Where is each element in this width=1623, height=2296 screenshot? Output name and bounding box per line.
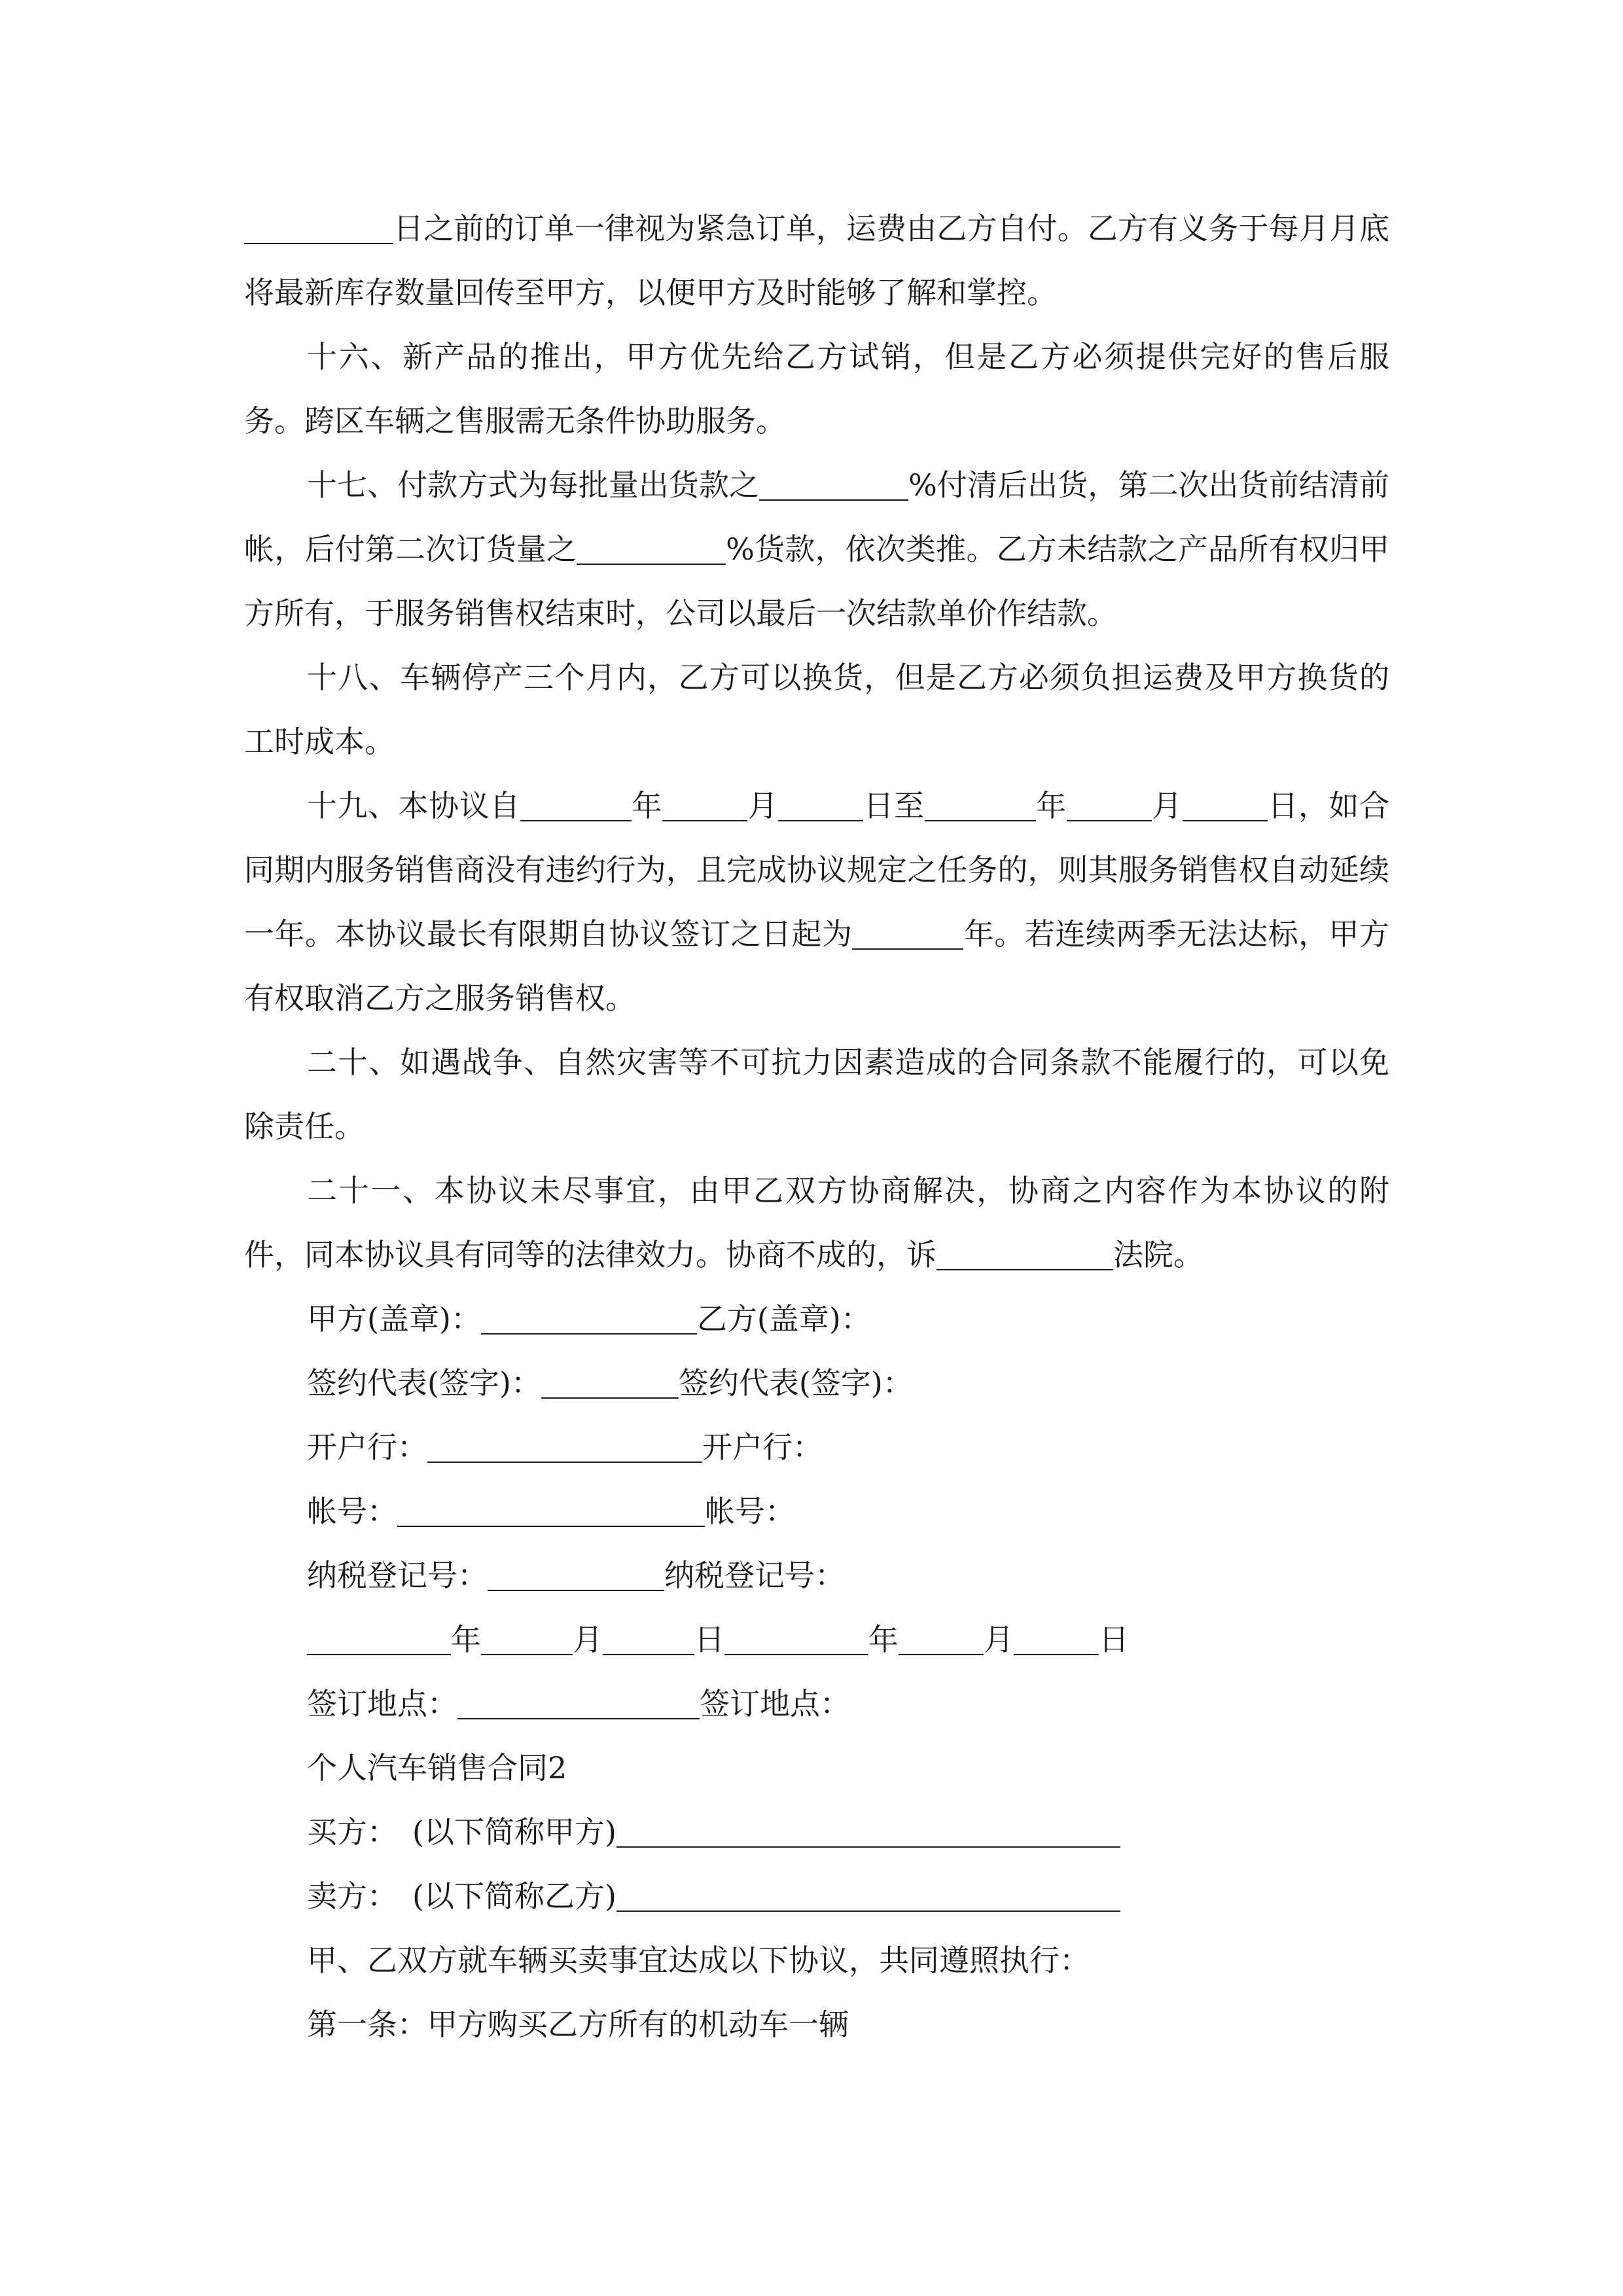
- blank-line: [616, 1879, 1120, 1912]
- document-page: [244, 196, 1389, 2056]
- year-label: 年: [1035, 788, 1067, 823]
- seller-row: [244, 1864, 1389, 1928]
- blank-line: [488, 1558, 664, 1591]
- blank-line: [577, 532, 726, 565]
- blank-line: [307, 1623, 451, 1655]
- party-a-place-label: 签订地点：: [307, 1686, 457, 1721]
- signature-account-row: [244, 1479, 1389, 1543]
- party-a-bank-label: 开户行：: [307, 1429, 427, 1465]
- blank-line: [1014, 1623, 1099, 1655]
- clause-text: 日之前的订单一律视为紧急订单，运费由乙方自付。乙方有义务于每月月底将最新库存数量回传至甲方，以便甲方及时能够了解和掌控。: [244, 211, 1389, 310]
- blank-line: [541, 1366, 679, 1399]
- day-label: 日，: [1267, 788, 1329, 823]
- clause-sixteen: 十六、新产品的推出，甲方优先给乙方试销，但是乙方必须提供完好的售后服务。跨区车辆之售服需无条件协助服务。: [244, 339, 1389, 439]
- article-one: 第一条：甲方购买乙方所有的机动车一辆: [307, 2007, 849, 2042]
- month-label: 月: [1151, 788, 1183, 823]
- party-a-tax-label: 纳税登记号：: [307, 1558, 488, 1593]
- party-a-account-label: 帐号：: [307, 1494, 397, 1529]
- blank-line: [724, 1623, 868, 1655]
- party-b-place-label: 签订地点：: [700, 1686, 850, 1721]
- contract-two-title: 个人汽车销售合同2: [307, 1750, 567, 1785]
- blank-line: [778, 789, 863, 821]
- clause-seventeen: [244, 453, 1389, 645]
- party-b-tax-label: 纳税登记号：: [664, 1558, 845, 1593]
- party-b-seal-label: 乙方(盖章)：: [696, 1301, 871, 1336]
- blank-line: [899, 1623, 984, 1655]
- blank-line: [481, 1623, 573, 1655]
- signature-rep-row: [244, 1351, 1389, 1415]
- blank-line: [397, 1494, 705, 1527]
- clause-text: 十七、付款方式为每批量出货款之: [307, 467, 760, 503]
- party-b-bank-label: 开户行：: [702, 1429, 823, 1465]
- clause-nineteen: [244, 774, 1389, 1030]
- month-label: 月: [573, 1622, 603, 1657]
- clause-fifteen-continued: [244, 196, 1389, 325]
- blank-line: [852, 917, 963, 950]
- clause-text: 十九、本协议自: [307, 788, 520, 823]
- party-b-account-label: 帐号：: [705, 1494, 795, 1529]
- blank-line: [936, 1238, 1113, 1270]
- clause-text: 二十一、本协议未尽事宜，由甲乙双方协商解决，协商之内容作为本协议的附件，同本协议具有同等的法律效力。协商不成的，诉: [244, 1173, 1389, 1272]
- signature-seal-row: [244, 1287, 1389, 1351]
- clause-eighteen: 十八、车辆停产三个月内，乙方可以换货，但是乙方必须负担运费及甲方换货的工时成本。: [244, 660, 1389, 759]
- blank-line: [520, 789, 632, 821]
- clause-text: 年。若连续两季无法达标，甲方有权取消乙方之服务销售权。: [244, 916, 1390, 1016]
- blank-line: [616, 1815, 1120, 1848]
- day-label: 日: [694, 1622, 724, 1657]
- blank-line: [925, 789, 1036, 821]
- day-to-label: 日至: [863, 788, 925, 823]
- party-a-rep-label: 签约代表(签字)：: [307, 1365, 541, 1401]
- clause-text: 如合同期内服务销售商没有违约行为，且完成协议规定之任务的，则其服务销售权自动延续一年。本协议最长有限期自协议签订之日起为: [244, 788, 1390, 952]
- blank-line: [603, 1623, 694, 1655]
- clause-text: %货款，依次类推。乙方未结款之产品所有权归甲方所有，于服务销售权结束时，公司以最后一次结款单价作结款。: [244, 531, 1390, 631]
- party-a-seal-label: 甲方(盖章)：: [307, 1301, 481, 1336]
- signature-bank-row: [244, 1415, 1389, 1479]
- year-label: 年: [451, 1622, 481, 1657]
- blank-line: [759, 468, 908, 501]
- day-label: 日: [1099, 1622, 1129, 1657]
- clause-twenty-one: [244, 1158, 1389, 1287]
- signature-date-row: [244, 1607, 1389, 1672]
- buyer-row: [244, 1800, 1389, 1864]
- blank-line: [662, 789, 747, 821]
- year-label: 年: [631, 788, 662, 823]
- signature-tax-row: [244, 1543, 1389, 1607]
- buyer-label: 买方： (以下简称甲方): [307, 1814, 616, 1850]
- agreement-statement: 甲、乙双方就车辆买卖事宜达成以下协议，共同遵照执行：: [307, 1943, 1090, 1978]
- signature-place-row: [244, 1672, 1389, 1736]
- blank-line: [427, 1430, 702, 1463]
- blank-line: [457, 1687, 700, 1719]
- clause-twenty: 二十、如遇战争、自然灾害等不可抗力因素造成的合同条款不能履行的，可以免除责任。: [244, 1045, 1389, 1144]
- seller-label: 卖方： (以下简称乙方): [307, 1878, 616, 1914]
- blank-line: [481, 1302, 697, 1335]
- blank-line: [1067, 789, 1152, 821]
- month-label: 月: [747, 788, 779, 823]
- clause-text: %付清后出货，第二次出货前结清前帐，后付第二次订货量之: [244, 467, 1389, 567]
- blank-line: [1183, 789, 1268, 821]
- clause-text: 法院。: [1113, 1237, 1204, 1272]
- party-b-rep-label: 签约代表(签字)：: [678, 1365, 913, 1401]
- month-label: 月: [984, 1622, 1014, 1657]
- blank-line: [244, 211, 393, 244]
- year-label: 年: [868, 1622, 899, 1657]
